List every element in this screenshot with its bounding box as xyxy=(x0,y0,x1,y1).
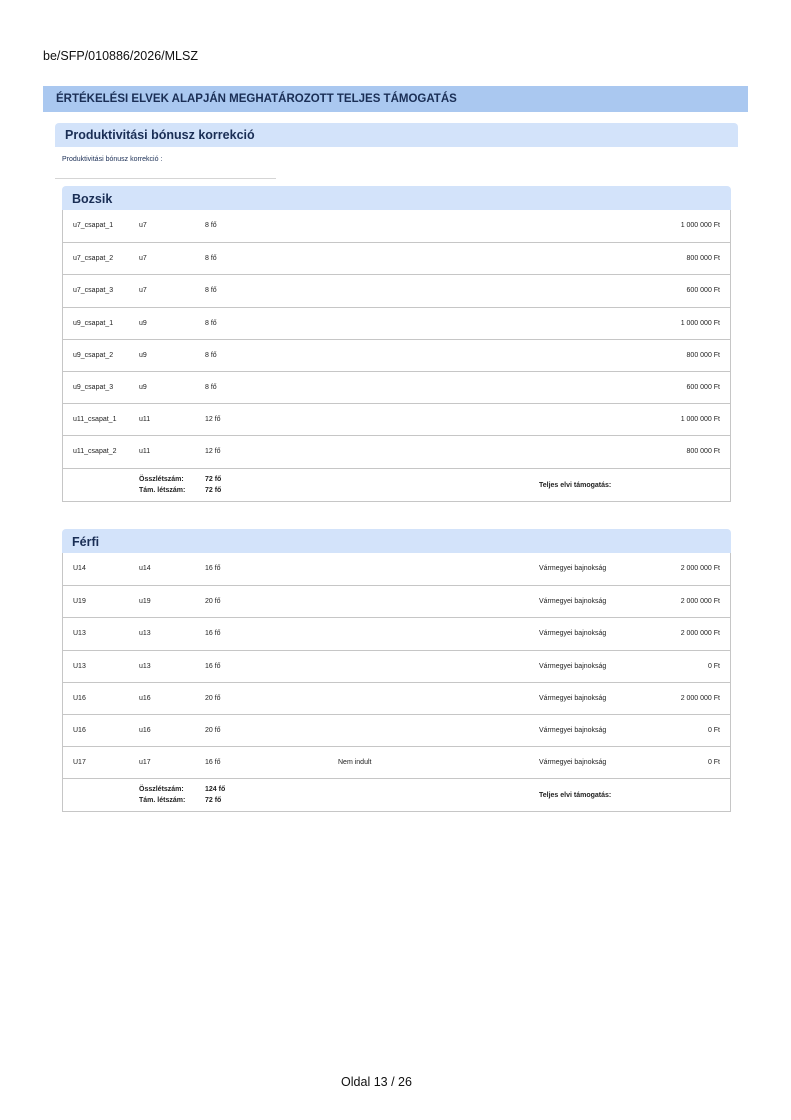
total-count-value: 124 fő xyxy=(205,786,226,794)
team-name: U17 xyxy=(73,759,86,767)
championship: Vármegyei bajnokság xyxy=(539,630,607,638)
player-count: 12 fő xyxy=(205,448,221,456)
section-title: Bozsik xyxy=(62,186,731,210)
table-row xyxy=(63,553,730,585)
amount: 1 000 000 Ft xyxy=(680,416,720,424)
age-group: u9 xyxy=(139,319,147,327)
table-row xyxy=(63,650,730,682)
table-row xyxy=(63,242,730,274)
amount: 2 000 000 Ft xyxy=(680,694,720,702)
team-name: U16 xyxy=(73,694,86,702)
player-count: 16 fő xyxy=(205,630,221,638)
page-number: Oldal 13 / 26 xyxy=(341,1075,412,1089)
table-row xyxy=(63,403,730,435)
team-name: U19 xyxy=(73,598,86,606)
player-count: 20 fő xyxy=(205,694,221,702)
team-name: u7_csapat_2 xyxy=(73,255,114,263)
section-title: Férfi xyxy=(62,529,731,553)
championship: Vármegyei bajnokság xyxy=(539,759,607,767)
total-support-label: Teljes elvi támogatás: xyxy=(539,792,612,800)
team-table xyxy=(62,553,731,812)
table-row xyxy=(63,210,730,242)
table-row xyxy=(63,307,730,339)
amount: 2 000 000 Ft xyxy=(680,598,720,606)
section-bozsik xyxy=(62,186,731,502)
age-group: u19 xyxy=(139,598,151,606)
amount: 800 000 Ft xyxy=(686,255,720,263)
table-row xyxy=(63,371,730,403)
team-name: U16 xyxy=(73,726,86,734)
player-count: 12 fő xyxy=(205,416,221,424)
amount: 0 Ft xyxy=(707,662,720,670)
team-name: u7_csapat_3 xyxy=(73,287,114,295)
summary-row xyxy=(63,778,730,811)
player-count: 16 fő xyxy=(205,565,221,572)
amount: 0 Ft xyxy=(707,726,720,734)
team-name: U13 xyxy=(73,662,86,670)
age-group: u16 xyxy=(139,726,151,734)
table-row xyxy=(63,617,730,649)
section-ferfi xyxy=(62,529,731,812)
amount: 600 000 Ft xyxy=(686,287,720,295)
championship: Vármegyei bajnokság xyxy=(539,726,607,734)
age-group: u13 xyxy=(139,630,151,638)
total-count-value: 72 fő xyxy=(205,475,222,483)
player-count: 8 fő xyxy=(205,222,217,229)
table-row xyxy=(63,585,730,617)
amount: 800 000 Ft xyxy=(686,448,720,456)
team-name: u7_csapat_1 xyxy=(73,222,114,229)
amount: 2 000 000 Ft xyxy=(680,630,720,638)
player-count: 8 fő xyxy=(205,319,217,327)
table-row xyxy=(63,435,730,467)
team-name: u9_csapat_3 xyxy=(73,383,114,391)
championship: Vármegyei bajnokság xyxy=(539,662,607,670)
team-name: u9_csapat_2 xyxy=(73,351,114,359)
table-row xyxy=(63,714,730,746)
amount: 2 000 000 Ft xyxy=(680,565,720,572)
total-count-label: Összlétszám: xyxy=(139,786,184,794)
amount: 0 Ft xyxy=(707,759,720,767)
supported-count-label: Tám. létszám: xyxy=(139,797,186,805)
supported-count-label: Tám. létszám: xyxy=(139,486,186,494)
table-row xyxy=(63,339,730,371)
supported-count-value: 72 fő xyxy=(205,797,222,805)
age-group: u9 xyxy=(139,383,147,391)
age-group: u11 xyxy=(139,416,151,424)
player-count: 20 fő xyxy=(205,726,221,734)
total-support-label: Teljes elvi támogatás: xyxy=(539,481,612,489)
age-group: u7 xyxy=(139,222,147,229)
table-row xyxy=(63,746,730,778)
age-group: u7 xyxy=(139,287,147,295)
player-count: 16 fő xyxy=(205,759,221,767)
team-name: u11_csapat_1 xyxy=(73,416,117,424)
team-name: U13 xyxy=(73,630,86,638)
table-row xyxy=(63,274,730,306)
age-group: u17 xyxy=(139,759,151,767)
amount: 600 000 Ft xyxy=(686,383,720,391)
productivity-bonus-label: Produktivitási bónusz korrekció : xyxy=(62,156,163,163)
age-group: u11 xyxy=(139,448,151,456)
amount: 1 000 000 Ft xyxy=(680,222,720,229)
amount: 1 000 000 Ft xyxy=(680,319,720,327)
age-group: u7 xyxy=(139,255,147,263)
championship: Vármegyei bajnokság xyxy=(539,565,607,572)
total-count-label: Összlétszám: xyxy=(139,475,184,483)
status-note: Nem indult xyxy=(338,759,372,767)
player-count: 16 fő xyxy=(205,662,221,670)
player-count: 20 fő xyxy=(205,598,221,606)
team-table xyxy=(62,210,731,502)
divider xyxy=(55,178,276,179)
age-group: u9 xyxy=(139,351,147,359)
age-group: u16 xyxy=(139,694,151,702)
amount: 800 000 Ft xyxy=(686,351,720,359)
team-name: u9_csapat_1 xyxy=(73,319,114,327)
productivity-bonus-header: Produktivitási bónusz korrekció xyxy=(55,123,738,147)
team-name: U14 xyxy=(73,565,86,572)
player-count: 8 fő xyxy=(205,383,217,391)
document-reference: be/SFP/010886/2026/MLSZ xyxy=(43,49,198,63)
championship: Vármegyei bajnokság xyxy=(539,598,607,606)
player-count: 8 fő xyxy=(205,351,217,359)
age-group: u13 xyxy=(139,662,151,670)
summary-row xyxy=(63,468,730,501)
team-name: u11_csapat_2 xyxy=(73,448,117,456)
player-count: 8 fő xyxy=(205,287,217,295)
table-row xyxy=(63,682,730,714)
main-section-header: ÉRTÉKELÉSI ELVEK ALAPJÁN MEGHATÁROZOTT TELJES TÁMOGATÁS xyxy=(43,86,748,112)
player-count: 8 fő xyxy=(205,255,217,263)
age-group: u14 xyxy=(139,565,151,572)
supported-count-value: 72 fő xyxy=(205,486,222,494)
championship: Vármegyei bajnokság xyxy=(539,694,607,702)
